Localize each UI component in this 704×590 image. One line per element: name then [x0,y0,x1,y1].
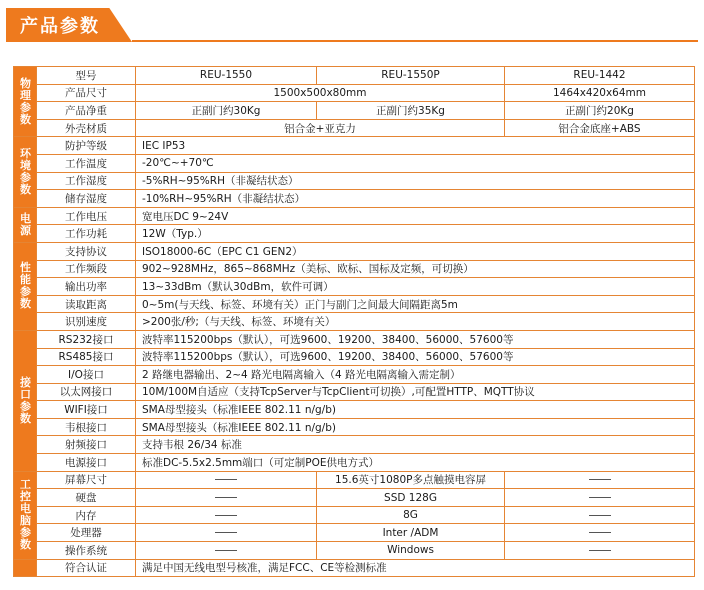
dash-cell [505,542,695,560]
table-row [14,454,695,472]
cell-value: -5%RH~95%RH（非凝结状态） [136,172,695,190]
category-char: 物 [20,76,31,90]
category-char: 能 [20,273,31,287]
category-char: 参 [20,285,31,299]
cell-value: 波特率115200bps（默认），可选9600、19200、38400、56000、57600等 [136,348,695,366]
row-label: 外壳材质 [37,119,136,137]
table-row [14,119,695,137]
category-char: 脑 [20,514,31,528]
row-label: 射频接口 [37,436,136,454]
row-label: WIFI接口 [37,401,136,419]
row-label: 工作功耗 [37,225,136,243]
table-row [14,242,695,260]
table-row [14,489,695,507]
cell-value: 正副门约35Kg [317,102,505,120]
table-row [14,559,695,577]
model-header: REU-1442 [505,67,695,85]
cell-value: 标准DC-5.5x2.5mm端口（可定制POE供电方式） [136,454,695,472]
row-label: 产品尺寸 [37,84,136,102]
row-label: 工作频段 [37,260,136,278]
table-row [14,84,695,102]
row-label: 韦根接口 [37,418,136,436]
table-row [14,102,695,120]
cell-value: 2 路继电器输出、2~4 路光电隔离输入（4 路光电隔离输入需定制） [136,366,695,384]
cell-value: 8G [317,506,505,524]
dash-cell [136,524,317,542]
dash-cell [505,524,695,542]
cell-value: SMA母型接头（标准IEEE 802.11 n/g/b) [136,401,695,419]
cell-value: 0~5m(与天线、标签、环境有关）正门与副门之间最大间隔距离5m [136,295,695,313]
table-row [14,436,695,454]
category-char: 源 [20,223,31,237]
cell-value: 10M/100M自适应（支持TcpServer与TcpClient可切换）,可配置HTTP、MQTT协议 [136,383,695,401]
row-label: I/O接口 [37,366,136,384]
category-char: 工 [20,478,31,492]
dash-cell [505,489,695,507]
row-label: RS485接口 [37,348,136,366]
category-char: 参 [20,100,31,114]
table-row [14,278,695,296]
table-row [14,330,695,348]
cell-value: ISO18000-6C（EPC C1 GEN2） [136,242,695,260]
cell-value: 宽电压DC 9~24V [136,207,695,225]
cell-value: 15.6英寸1080P多点触摸电容屏 [317,471,505,489]
cell-value: >200张/秒;（与天线、标签、环境有关） [136,313,695,331]
table-row [14,366,695,384]
row-label: 硬盘 [37,489,136,507]
row-label: 防护等级 [37,137,136,155]
spec-table [13,66,695,577]
category-char: 参 [20,526,31,540]
table-row [14,506,695,524]
category-char: 数 [20,538,31,552]
row-label: 工作电压 [37,207,136,225]
table-row [14,137,695,155]
table-row [14,154,695,172]
table-row [14,225,695,243]
table-row [14,542,695,560]
table-row [14,190,695,208]
category-char: 境 [20,159,31,173]
table-row [14,313,695,331]
category-char: 参 [20,399,31,413]
table-row [14,260,695,278]
row-label: 读取距离 [37,295,136,313]
table-row [14,207,695,225]
category-char: 参 [20,171,31,185]
category-char: 数 [20,183,31,197]
cell-value: 支持韦根 26/34 标准 [136,436,695,454]
cell-value: 12W（Typ.） [136,225,695,243]
table-row [14,295,695,313]
row-label: 工作温度 [37,154,136,172]
row-label: 符合认证 [37,559,136,577]
row-label: 电源接口 [37,454,136,472]
table-row [14,67,695,85]
table-row [14,172,695,190]
category-blank [14,559,37,577]
page-title: 产品参数 [20,16,100,37]
dash-cell [136,542,317,560]
category-performance [14,242,37,330]
cell-value: 1464x420x64mm [505,84,695,102]
row-label: 产品净重 [37,102,136,120]
category-char: 数 [20,112,31,126]
cell-value: 铝合金+亚克力 [136,119,505,137]
cell-value: -20℃~+70℃ [136,154,695,172]
dash-cell [136,471,317,489]
cell-value: 正副门约30Kg [136,102,317,120]
category-char: 控 [20,490,31,504]
category-label [20,148,30,196]
category-char: 电 [20,211,31,225]
row-label: 内存 [37,506,136,524]
category-ipc [14,471,37,559]
table-row [14,524,695,542]
category-label [20,479,30,551]
category-char: 接 [20,375,31,389]
category-char: 电 [20,502,31,516]
row-label: 工作湿度 [37,172,136,190]
category-label [20,262,30,310]
category-char: 数 [20,411,31,425]
row-label: 识别速度 [37,313,136,331]
category-label [20,377,30,425]
row-label: 以太网接口 [37,383,136,401]
category-char: 性 [20,261,31,275]
dash-cell [505,471,695,489]
category-label [20,213,30,237]
category-char: 环 [20,147,31,161]
table-row [14,471,695,489]
row-label: 操作系统 [37,542,136,560]
cell-value: SSD 128G [317,489,505,507]
cell-value: 1500x500x80mm [136,84,505,102]
cell-value: 铝合金底座+ABS [505,119,695,137]
cell-value: 正副门约20Kg [505,102,695,120]
category-char: 口 [20,387,31,401]
cell-value: 902~928MHz，865~868MHz（美标、欧标、国标及定频，可切换） [136,260,695,278]
dash-cell [136,489,317,507]
cell-value: Windows [317,542,505,560]
cell-value: -10%RH~95%RH（非凝结状态） [136,190,695,208]
row-label: 屏幕尺寸 [37,471,136,489]
category-label [20,78,30,126]
dash-cell [136,506,317,524]
cell-value: 波特率115200bps（默认），可选9600、19200、38400、56000、57600等 [136,330,695,348]
row-label: 处理器 [37,524,136,542]
category-char: 数 [20,297,31,311]
cell-value: 13~33dBm（默认30dBm，软件可调） [136,278,695,296]
category-interface [14,330,37,471]
cell-value: IEC IP53 [136,137,695,155]
table-row [14,383,695,401]
cell-value: Inter /ADM [317,524,505,542]
row-label: RS232接口 [37,330,136,348]
category-environment [14,137,37,207]
category-physical [14,67,37,137]
row-label: 储存湿度 [37,190,136,208]
table-row [14,401,695,419]
category-char: 理 [20,88,31,102]
row-label: 型号 [37,67,136,85]
row-label: 输出功率 [37,278,136,296]
table-row [14,348,695,366]
cell-value: SMA母型接头（标准IEEE 802.11 n/g/b) [136,418,695,436]
cell-value: 满足中国无线电型号核准，满足FCC、CE等检测标准 [136,559,695,577]
table-row [14,418,695,436]
model-header: REU-1550 [136,67,317,85]
dash-cell [505,506,695,524]
row-label: 支持协议 [37,242,136,260]
category-power [14,207,37,242]
title-underline [132,40,698,42]
model-header: REU-1550P [317,67,505,85]
